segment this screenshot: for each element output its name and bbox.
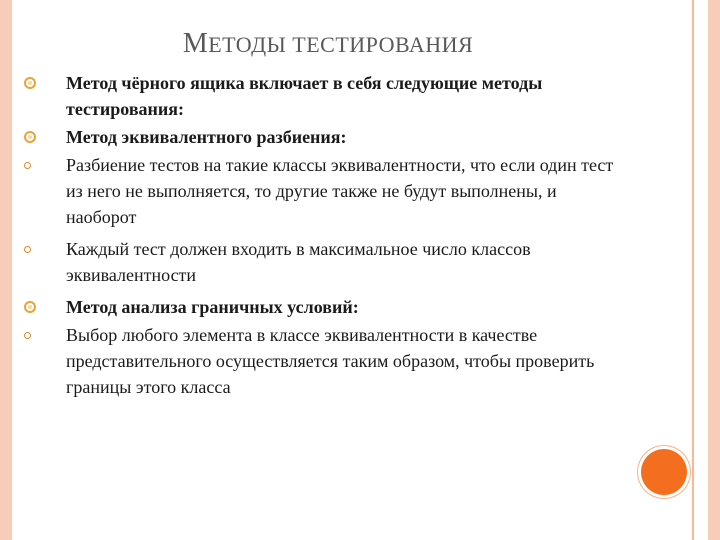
left-frame-bar [0, 0, 12, 540]
list-item [18, 294, 618, 320]
list-item-text: Выбор любого элемента в классе эквивалентности в качестве представительного осуществляется таким образом, чтобы проверить границы этого класса [66, 325, 595, 397]
list-item-text: Метод чёрного ящика включает в себя следующие методы тестирования: [66, 73, 543, 119]
list-item-text: Метод анализа граничных условий: [66, 297, 359, 317]
list-item [18, 236, 618, 288]
bullet-circle-icon [24, 77, 36, 89]
decorative-orange-circle [641, 449, 687, 495]
bullet-circle-icon [24, 131, 36, 143]
bullet-small-circle-icon [24, 246, 31, 253]
slide-title [0, 28, 656, 60]
list-item [18, 70, 618, 122]
list-item [18, 152, 618, 230]
list-item [18, 322, 618, 400]
right-frame-line [692, 0, 694, 540]
bullet-circle-icon [24, 301, 36, 313]
list-item [18, 124, 618, 150]
slide-title-rest: ЕТОДЫ ТЕСТИРОВАНИЯ [208, 32, 474, 57]
bullet-small-circle-icon [24, 162, 31, 169]
list-item-text: Разбиение тестов на такие классы эквивалентности, что если один тест из него не выполняется, то другие также не будут выполнены, и наоборот [66, 155, 614, 227]
right-frame-bar [708, 0, 720, 540]
bullet-small-circle-icon [24, 332, 31, 339]
list-item-text: Каждый тест должен входить в максимальное число классов эквивалентности [66, 239, 531, 285]
list-item-text: Метод эквивалентного разбиения: [66, 127, 347, 147]
bullet-list [18, 70, 618, 406]
slide-title-first-letter: М [182, 28, 209, 59]
